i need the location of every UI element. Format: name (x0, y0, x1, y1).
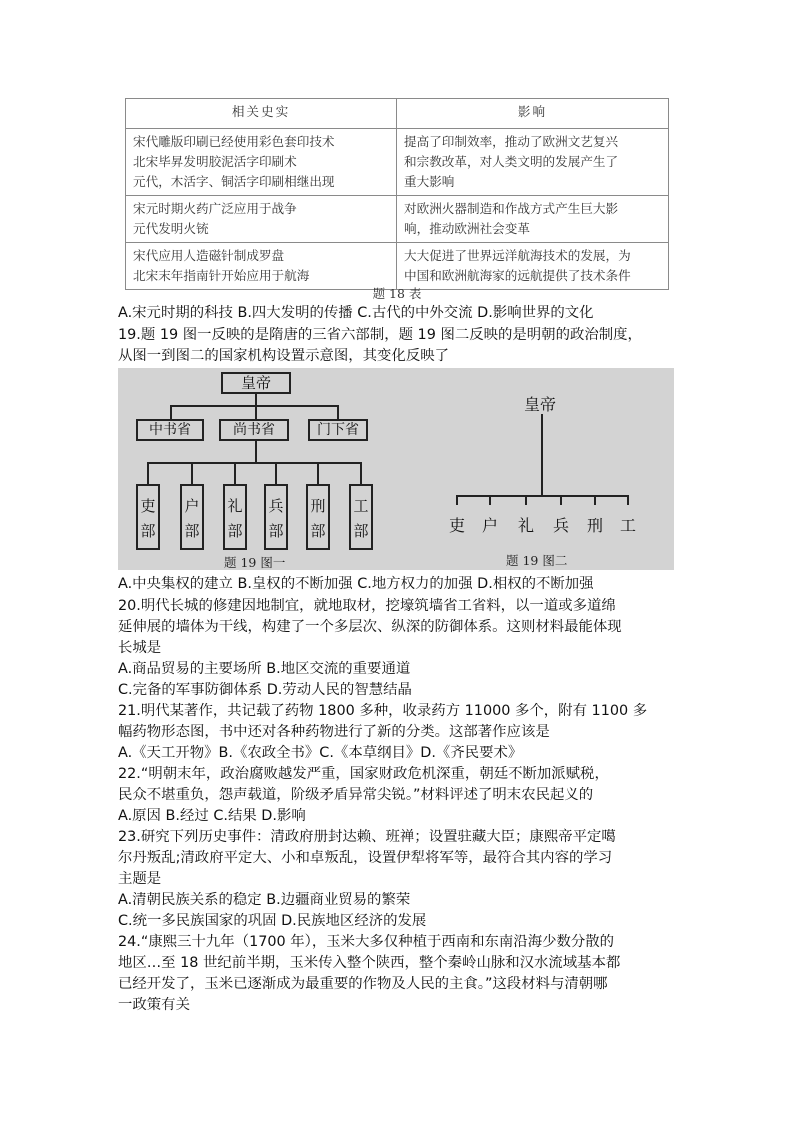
cell-line: 中国和欧洲航海家的远航提供了技术条件 (404, 268, 631, 283)
connector-line (147, 462, 149, 484)
ministry-char: 工 (353, 497, 369, 515)
cell-line: 元代发明火铳 (133, 221, 209, 236)
table-cell-impact (397, 196, 669, 243)
table-cell-facts (126, 243, 397, 290)
fig1-ministry-box (180, 484, 204, 550)
connector-line (255, 441, 257, 463)
fig1-province-box: 门下省 (308, 419, 368, 441)
q19-stem-line: 19.题 19 图一反映的是隋唐的三省六部制，题 19 图二反映的是明朝的政治制度， (118, 327, 642, 343)
fig1-ministry-box (223, 484, 247, 550)
q19-options: A.中央集权的建立 B.皇权的不断加强 C.地方权力的加强 D.相权的不断加强 (118, 576, 594, 592)
connector-line (594, 495, 596, 505)
fig1-caption: 题 19 图一 (224, 555, 286, 570)
table-header-row (126, 99, 669, 129)
connector-line (541, 414, 543, 496)
ministry-char: 部 (310, 522, 326, 540)
q21-stem-line: 21.明代某著作，共记载了药物 1800 多种，收录药方 11000 多个，附有 1100 多 (118, 703, 648, 719)
q20-stem-line: 20.明代长城的修建因地制宜，就地取材，挖壕筑墙省工省料，以一道或多道绵 (118, 598, 616, 614)
q23-stem-line: 23.研究下列历史事件：清政府册封达赖、班禅；设置驻藏大臣；康熙帝平定噶 (118, 829, 616, 845)
connector-line (627, 495, 629, 505)
ministry-char: 户 (184, 497, 200, 515)
q20-options: A.商品贸易的主要场所 B.地区交流的重要通道 (118, 661, 411, 677)
table-header: 相关史实 (126, 99, 397, 129)
fig2-ministry: 刑 (587, 516, 604, 535)
q20-options: C.完备的军事防御体系 D.劳动人民的智慧结晶 (118, 682, 412, 698)
fig2-emperor: 皇帝 (524, 395, 557, 414)
table-header: 影响 (397, 99, 669, 129)
fig2-ministry: 吏 (449, 516, 466, 535)
connector-line (170, 405, 338, 407)
fig1-ministry-box (136, 484, 160, 550)
q22-options: A.原因 B.经过 C.结果 D.影响 (118, 808, 306, 824)
cell-line: 和宗教改革，对人类文明的发展产生了 (404, 154, 619, 169)
cell-line: 响，推动欧洲社会变革 (404, 221, 530, 236)
cell-line: 大大促进了世界远洋航海技术的发展，为 (404, 248, 631, 263)
q19-diagram (118, 368, 674, 570)
fig1-emperor-box: 皇帝 (221, 372, 291, 394)
q20-stem-line: 延伸展的墙体为干线，构建了一个多层次、纵深的防御体系。这则材料最能体现 (118, 619, 622, 635)
cell-line: 重大影响 (404, 174, 455, 189)
fig2-ministry: 工 (620, 516, 637, 535)
ministry-char: 刑 (310, 497, 326, 515)
cell-line: 宋代应用人造磁针制成罗盘 (133, 248, 285, 263)
cell-line: 元代，木活字、铜活字印刷相继出现 (133, 174, 335, 189)
ministry-char: 部 (227, 522, 243, 540)
table-cell-impact (397, 243, 669, 290)
table-row (126, 243, 669, 290)
connector-line (456, 495, 458, 505)
q24-stem-line: 已经开发了，玉米已逐渐成为最重要的作物及人民的主食。”这段材料与清朝哪 (118, 976, 608, 992)
q24-stem-line: 24.“康熙三十九年（1700 年），玉米大多仅种植于西南和东南沿海少数分散的 (118, 934, 615, 950)
q22-stem-line: 民众不堪重负，怨声载道，阶级矛盾异常尖锐。”材料评述了明末农民起义的 (118, 787, 594, 803)
connector-line (525, 495, 527, 505)
q18-table (125, 98, 669, 290)
ministry-char: 部 (184, 522, 200, 540)
q22-stem-line: 22.“明朝末年，政治腐败越发严重，国家财政危机深重，朝廷不断加派赋税， (118, 766, 609, 782)
table-cell-facts (126, 196, 397, 243)
fig1-province-box: 尚书省 (219, 419, 289, 441)
connector-line (456, 495, 628, 497)
fig1-ministry-box (264, 484, 288, 550)
connector-line (255, 405, 257, 419)
fig2-caption: 题 19 图二 (506, 553, 568, 568)
connector-line (489, 495, 491, 505)
cell-line: 宋元时期火药广泛应用于战争 (133, 201, 297, 216)
fig2-ministry: 兵 (553, 516, 570, 535)
connector-line (317, 462, 319, 484)
fig1-province-box: 中书省 (136, 419, 204, 441)
q23-options: A.清朝民族关系的稳定 B.边疆商业贸易的繁荣 (118, 892, 411, 908)
cell-line: 宋代雕版印刷已经使用彩色套印技术 (133, 134, 335, 149)
connector-line (360, 462, 362, 484)
q21-options: A.《天工开物》B.《农政全书》C.《本草纲目》D.《齐民要术》 (118, 745, 523, 761)
ministry-char: 兵 (268, 497, 284, 515)
connector-line (234, 462, 236, 484)
ministry-char: 礼 (227, 497, 243, 515)
connector-line (560, 495, 562, 505)
q24-stem-line: 一政策有关 (118, 997, 190, 1013)
q24-stem-line: 地区…至 18 世纪前半期，玉米传入整个陕西，整个秦岭山脉和汉水流域基本都 (118, 955, 621, 971)
q23-options: C.统一多民族国家的巩固 D.民族地区经济的发展 (118, 913, 427, 929)
q23-stem-line: 尔丹叛乱;清政府平定大、小和卓叛乱，设置伊犁将军等，最符合其内容的学习 (118, 850, 613, 866)
cell-line: 北宋毕昇发明胶泥活字印刷术 (133, 154, 297, 169)
ministry-char: 部 (140, 522, 156, 540)
table-caption: 题 18 表 (372, 286, 422, 301)
cell-line: 对欧洲火器制造和作战方式产生巨大影 (404, 201, 619, 216)
ministry-char: 部 (268, 522, 284, 540)
q23-stem-line: 主题是 (118, 871, 162, 887)
q18-options: A.宋元时期的科技 B.四大发明的传播 C.古代的中外交流 D.影响世界的文化 (118, 305, 594, 321)
cell-line: 提高了印制效率，推动了欧洲文艺复兴 (404, 134, 619, 149)
table-row (126, 196, 669, 243)
table-cell-impact (397, 129, 669, 196)
fig2-ministry: 户 (482, 516, 499, 535)
connector-line (170, 405, 172, 419)
connector-line (275, 462, 277, 484)
connector-line (191, 462, 193, 484)
ministry-char: 吏 (140, 497, 156, 515)
fig2-ministry: 礼 (518, 516, 535, 535)
ministry-char: 部 (353, 522, 369, 540)
table-row (126, 129, 669, 196)
connector-line (337, 405, 339, 419)
q20-stem-line: 长城是 (118, 640, 162, 656)
q19-stem-line: 从图一到图二的国家机构设置示意图，其变化反映了 (118, 348, 449, 364)
q21-stem-line: 幅药物形态图，书中还对各种药物进行了新的分类。这部著作应该是 (118, 724, 550, 740)
cell-line: 北宋末年指南针开始应用于航海 (133, 268, 310, 283)
fig1-ministry-box (306, 484, 330, 550)
table-cell-facts (126, 129, 397, 196)
fig1-ministry-box (349, 484, 373, 550)
connector-line (147, 462, 361, 464)
